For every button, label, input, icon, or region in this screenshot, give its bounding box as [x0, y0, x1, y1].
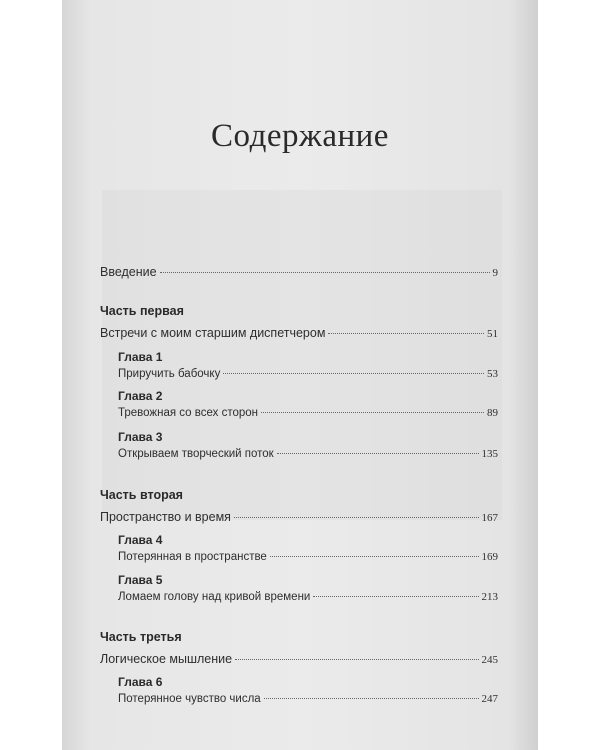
dot-leader: [264, 698, 479, 699]
toc-entry-label: Открываем творческий поток: [118, 448, 274, 460]
chapter-heading: Глава 2: [118, 389, 163, 403]
dot-leader: [328, 333, 484, 334]
toc-page-number: 213: [481, 591, 498, 603]
dot-leader: [234, 517, 479, 518]
toc-entry-label: Логическое мышление: [100, 652, 233, 666]
toc-entry-section: [100, 326, 498, 340]
part-heading: Часть третья: [100, 630, 182, 644]
toc-page-number: 53: [487, 368, 498, 380]
toc-page-number: 247: [481, 693, 498, 705]
dot-leader: [223, 373, 484, 374]
toc-entry-intro: [100, 265, 498, 279]
toc-page-number: 135: [481, 448, 498, 460]
chapter-heading: Глава 5: [118, 573, 163, 587]
book-page: [62, 0, 538, 750]
toc-entry-chapter: [118, 407, 498, 419]
toc-page-number: 9: [492, 267, 498, 279]
toc-entry-label: Ломаем голову над кривой времени: [118, 591, 311, 603]
toc-entry-label: Встречи с моим старшим диспетчером: [100, 326, 326, 340]
toc-entry-section: [100, 510, 498, 524]
toc-page-number: 51: [487, 328, 498, 340]
part-heading: Часть вторая: [100, 488, 183, 502]
dot-leader: [261, 412, 484, 413]
toc-entry-chapter: [118, 591, 498, 603]
chapter-heading: Глава 1: [118, 350, 163, 364]
toc-page-number: 169: [481, 551, 498, 563]
toc-entry-section: [100, 652, 498, 666]
toc-entry-label: Введение: [100, 265, 157, 279]
toc-page-number: 167: [481, 512, 498, 524]
toc-entry-label: Пространство и время: [100, 510, 231, 524]
dot-leader: [277, 453, 479, 454]
toc-page-number: 245: [481, 654, 498, 666]
toc-entry-chapter: [118, 693, 498, 705]
toc-entry-chapter: [118, 448, 498, 460]
dot-leader: [270, 556, 479, 557]
toc-entry-label: Тревожная со всех сторон: [118, 407, 258, 419]
toc-page-number: 89: [487, 407, 498, 419]
part-heading: Часть первая: [100, 304, 184, 318]
toc-entry-chapter: [118, 368, 498, 380]
dot-leader: [235, 659, 478, 660]
chapter-heading: Глава 4: [118, 533, 163, 547]
toc-entry-label: Потерянное чувство числа: [118, 693, 261, 705]
dot-leader: [313, 596, 478, 597]
chapter-heading: Глава 3: [118, 430, 163, 444]
chapter-heading: Глава 6: [118, 675, 163, 689]
toc-entry-label: Потерянная в пространстве: [118, 551, 267, 563]
page-title: Содержание: [211, 118, 389, 154]
toc-entry-chapter: [118, 551, 498, 563]
toc-entry-label: Приручить бабочку: [118, 368, 221, 380]
dot-leader: [160, 272, 490, 273]
